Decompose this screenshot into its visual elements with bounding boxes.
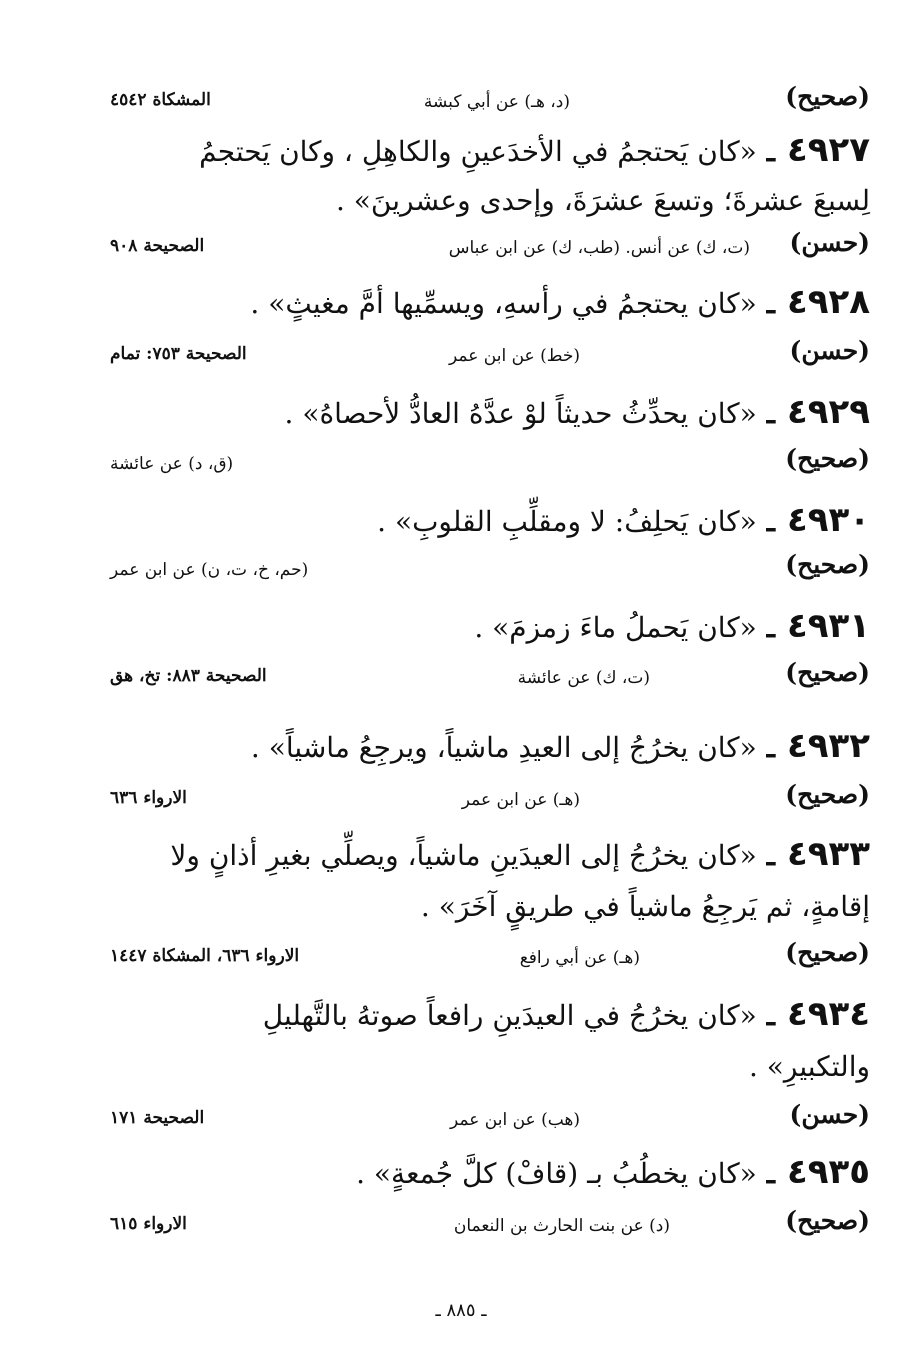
hadith-dash: ـ [766,999,775,1032]
grade-label: (حسن) [789,228,870,257]
grade-label: (حسن) [789,336,870,365]
source-label: (خط) عن ابن عمر [449,346,580,366]
grade-label: (صحيح) [785,780,870,809]
hadith-entry [356,1152,870,1192]
hadith-dash: ـ [766,611,775,644]
hadith-number: ٤٩٣٠ [786,500,870,540]
hadith-dash: ـ [766,731,775,764]
grade-row [110,336,870,380]
source-label: (هـ) عن أبي رافع [519,948,640,968]
hadith-text-continuation: إقامةٍ، ثم يَرجِعُ ماشياً في طريقٍ آخَرَ» . [420,890,870,923]
reference-label: الارواء ٦٣٦، المشكاة ١٤٤٧ [110,946,300,966]
hadith-dash: ـ [766,839,775,872]
hadith-text-continuation: والتكبيرِ» . [748,1050,870,1083]
grade-row [110,550,870,594]
source-label: (هـ) عن ابن عمر [461,790,580,810]
reference-label: الصحيحة ٧٥٣: تمام [110,344,247,364]
grade-row [110,228,870,272]
hadith-entry [250,282,870,322]
hadith-entry [170,834,870,874]
hadith-entry [263,994,870,1034]
hadith-dash: ـ [766,1157,775,1190]
grade-row [110,780,870,824]
hadith-dash: ـ [766,135,775,168]
hadith-dash: ـ [766,397,775,430]
grade-label: (صحيح) [785,444,870,473]
hadith-text: «كان يحدِّثُ حديثاً لوْ عدَّهُ العادُّ لأحصاهُ» . [284,397,757,430]
reference-label: الصحيحة ٨٨٣: تخ، هق [110,666,267,686]
source-label: (د، هـ) عن أبي كبشة [423,92,570,112]
grade-label: (حسن) [789,1100,870,1129]
hadith-entry [251,726,870,766]
hadith-entry [285,392,870,432]
hadith-text: «كان يخرُجُ في العيدَينِ رافعاً صوتهُ بالتَّهليلِ [262,999,757,1032]
reference-label: الارواء ٦١٥ [110,1214,187,1234]
grade-row [110,658,870,702]
hadith-number: ٤٩٢٧ [786,130,870,170]
grade-label: (صحيح) [785,82,870,111]
hadith-text: «كان يحتجمُ في رأسهِ، ويسمِّيها أمَّ مغيثٍ» . [250,287,757,320]
hadith-number: ٤٩٢٩ [786,392,870,432]
source-label: (د) عن بنت الحارث بن النعمان [453,1216,670,1236]
grade-row [110,938,870,982]
hadith-text-continuation: لِسبعَ عشرةَ؛ وتسعَ عشرَةَ، وإحدى وعشرينَ» . [335,184,870,217]
grade-label: (صحيح) [785,1206,870,1235]
hadith-entry [377,500,870,540]
hadith-number: ٤٩٣٣ [786,834,870,874]
grade-label: (صحيح) [785,658,870,687]
hadith-dash: ـ [766,287,775,320]
hadith-text: «كان يخرُجُ إلى العيدَينِ ماشياً، ويصلِّي بغيرِ أذانٍ ولا [170,839,757,872]
grade-label: (صحيح) [785,550,870,579]
grade-row [110,1100,870,1144]
hadith-number: ٤٩٣٥ [786,1152,870,1192]
source-label: (ت، ك) عن عائشة [517,668,650,688]
hadith-entry [199,130,870,170]
source-label: (ت، ك) عن أنس. (طب، ك) عن ابن عباس [448,238,750,258]
hadith-text: «كان يَحلِفُ: لا ومقلِّبِ القلوبِ» . [377,505,757,538]
grade-row [110,444,870,488]
hadith-number: ٤٩٣٤ [786,994,870,1034]
grade-label: (صحيح) [785,938,870,967]
source-label: (هب) عن ابن عمر [450,1110,580,1130]
hadith-entry [474,606,870,646]
page-number: ـ ٨٨٥ ـ [435,1300,487,1321]
grade-row [110,82,870,126]
source-label: (ق، د) عن عائشة [110,454,234,474]
source-label: (حم، خ، ت، ن) عن ابن عمر [110,560,309,580]
grade-row [110,1206,870,1250]
hadith-text: «كان يَحملُ ماءَ زمزمَ» . [474,611,757,644]
reference-label: الصحيحة ٩٠٨ [110,236,205,256]
hadith-number: ٤٩٢٨ [786,282,870,322]
hadith-number: ٤٩٣٢ [786,726,870,766]
reference-label: المشكاة ٤٥٤٢ [110,90,211,110]
hadith-text: «كان يخطُبُ بـ (قافْ) كلَّ جُمعةٍ» . [356,1157,757,1190]
hadith-number: ٤٩٣١ [786,606,870,646]
reference-label: الصحيحة ١٧١ [110,1108,205,1128]
hadith-dash: ـ [766,505,775,538]
reference-label: الارواء ٦٣٦ [110,788,187,808]
hadith-text: «كان يَحتجمُ في الأخدَعينِ والكاهِلِ ، وكان يَحتجمُ [199,135,757,168]
hadith-text: «كان يخرُجُ إلى العيدِ ماشياً، ويرجِعُ ماشياً» . [250,731,757,764]
